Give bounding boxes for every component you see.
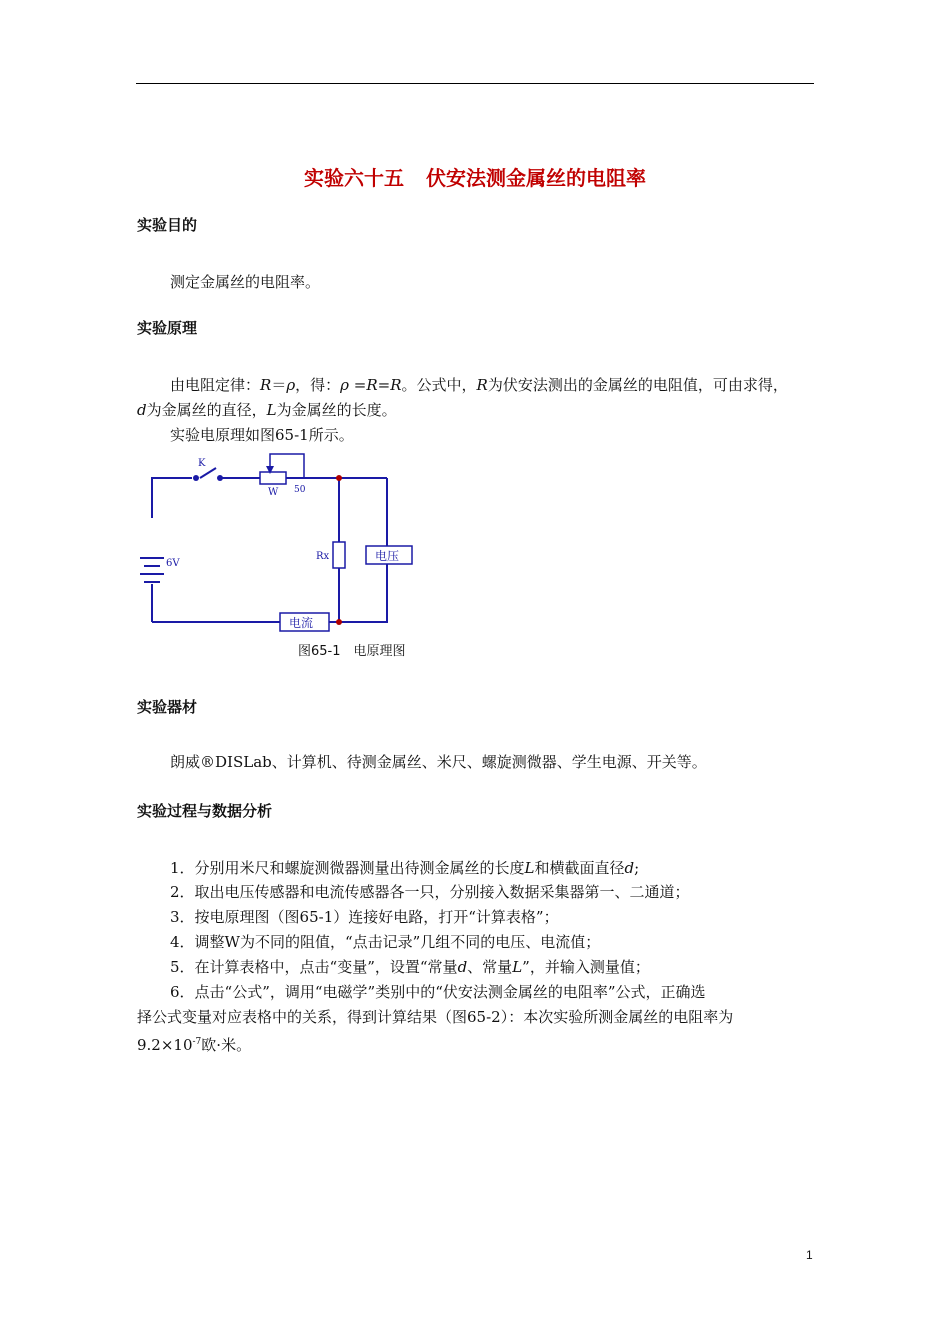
circuit-diagram <box>130 450 430 635</box>
rheostat-tap <box>270 454 304 478</box>
step-3: 3．按电原理图（图65-1）连接好电路，打开“计算表格”； <box>170 908 559 926</box>
switch-contact-right <box>217 475 223 481</box>
junction-node-top <box>336 475 342 481</box>
rheostat-body <box>260 472 286 484</box>
step-6-line-3: $9.2\times 10^{-7}$欧·米。 <box>137 1036 252 1054</box>
wire-right-bottom <box>339 564 387 622</box>
step-1: 1．分别用米尺和螺旋测微器测量出待测金属丝的长度L和横截面直径d; <box>170 859 640 877</box>
step-4: 4．调整W为不同的阻值，“点击记录”几组不同的电压、电流值； <box>170 933 601 951</box>
rheostat-value-label: 50 <box>294 485 306 495</box>
heading-procedure: 实验过程与数据分析 <box>137 802 273 820</box>
heading-principle: 实验原理 <box>137 319 198 337</box>
figure-caption: 图65-1 电原理图 <box>298 644 406 659</box>
principle-line-1: 由电阻定律：R＝ρ，得：ρ =R=R。公式中，R为伏安法测出的金属丝的电阻值，可由求得， <box>170 376 788 394</box>
switch-contact-left <box>193 475 199 481</box>
switch-label: K <box>198 458 206 469</box>
purpose-text: 测定金属丝的电阻率。 <box>170 273 321 291</box>
page-title <box>0 162 950 191</box>
step-2: 2．取出电压传感器和电流传感器各一只，分别接入数据采集器第一、二通道； <box>170 883 690 901</box>
resistor-label: Rx <box>316 551 330 562</box>
wire-top-left <box>152 478 192 518</box>
principle-line-2: d为金属丝的直径，L为金属丝的长度。 <box>137 401 397 419</box>
heading-equipment: 实验器材 <box>137 698 198 716</box>
rheostat-label: W <box>268 487 279 498</box>
rheostat-arrow <box>266 466 274 474</box>
equipment-text: 朗威®DISLab、计算机、待测金属丝、米尺、螺旋测微器、学生电源、开关等。 <box>170 753 707 771</box>
battery-label: 6V <box>166 558 180 569</box>
switch-lever <box>200 468 216 478</box>
page-number: 1 <box>806 1248 813 1262</box>
principle-line-3: 实验电原理如图65-1所示。 <box>170 426 354 444</box>
title-number: 实验六十五 <box>304 166 404 190</box>
step-5: 5．在计算表格中，点击“变量”，设置“常量d、常量L”，并输入测量值； <box>170 958 650 976</box>
step-6-line-1: 6．点击“公式”，调用“电磁学”类别中的“伏安法测金属丝的电阻率”公式，正确选 <box>170 983 706 1001</box>
junction-node-bottom <box>336 619 342 625</box>
header-rule <box>136 83 814 84</box>
heading-purpose: 实验目的 <box>137 216 198 234</box>
step-6-line-2: 择公式变量对应表格中的关系，得到计算结果（图65-2）：本次实验所测金属丝的电阻率为 <box>137 1008 734 1026</box>
resistor-rx <box>333 542 345 568</box>
voltmeter-label: 电压 <box>375 549 400 563</box>
title-text: 伏安法测金属丝的电阻率 <box>426 166 646 190</box>
ammeter-label: 电流 <box>289 616 314 630</box>
